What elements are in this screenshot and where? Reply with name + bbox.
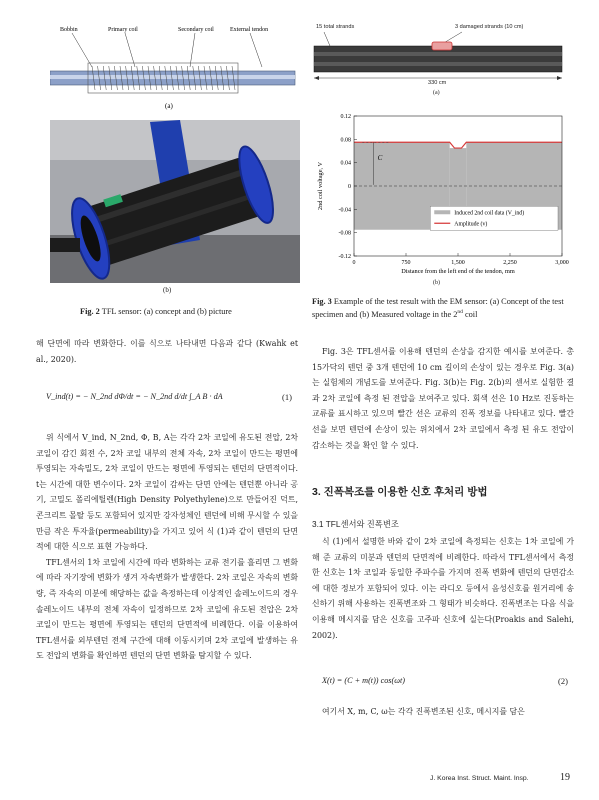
fig2a-sublabel: (a)	[165, 102, 173, 110]
page-number: 19	[560, 772, 570, 783]
y-tick-label: 0.08	[340, 137, 351, 144]
x-tick-label: 1,500	[451, 260, 465, 266]
right-paragraph-2: 식 (1)에서 설명한 바와 같이 2차 코일에 측정되는 신호는 1차 코일에 가해 준 교류의 미분과 텐던의 단면적에 비례한다. 따라서 TFL센서에서 측정한 신호는 1차 코일과 동일한 주파수를 가지며 진폭 변화에 텐던의 단면감소에 대한 정보가 포함되어 있다. 이는 라디오 등에서 음성신호를 원거리에 송신하기 위해 사용하는 진폭변조와 그 형태가 비슷하다. 진폭변조는 다음 식을 이용해 메시지를 담은 신호를 고주파 신호에 실는다(Proakis and Salehi, 2002).	[312, 537, 574, 640]
fig2-caption-text: TFL sensor: (a) concept and (b) picture	[99, 307, 232, 316]
damaged-section	[432, 42, 452, 50]
equation-1-number: (1)	[282, 392, 292, 402]
fig3a-damaged-strands: 3 damaged strands (10 cm)	[455, 24, 524, 30]
fig3-caption-end: coil	[462, 309, 478, 319]
y-tick-label: 0.04	[340, 160, 351, 167]
x-tick-label: 2,250	[503, 260, 517, 266]
fig3b-sublabel: (b)	[433, 280, 440, 286]
left-paragraph-3: TFL센서의 1차 코일에 시간에 따라 변화하는 교류 전기를 흘리면 그 변화에 따라 자기장에 변화가 생겨 자속변화가 발생한다. 2차 코일은 자속의 변화량, 즉 자속의 미분에 해당하는 값을 측정하는데 이상적인 솔레노이드의 경우 솔레노이드 내부의 전체 자속이 일정하므로 2차 코일에 유도된 전압은 2차 코일이 만드는 평면에 투영되는 텐던의 단면적에 비례한다. 이를 이용하여 TFL센서를 외부텐던 전체 구간에 대해 이동시키며 2차 코일에 발생하는 유도 전압의 변화를 확인하면 텐던의 단면 변화를 탐지할 수 있다.	[36, 557, 298, 661]
fig3a-total-strands: 15 total strands	[316, 24, 355, 30]
fig3b-chart	[312, 108, 572, 293]
fig3-caption-sup: nd	[457, 309, 463, 315]
legend-swatch-signal	[434, 210, 450, 214]
fig2a-schematic	[50, 22, 300, 112]
legend-label-amplitude: Amplitude (v)	[454, 221, 488, 228]
left-paragraph-2: 위 식에서 V_ind, N_2nd, Φ, B, A는 각각 2차 코일에 유도된 전압, 2차 코일이 감긴 회전 수, 2차 코일 내부의 전체 자속, 2차 코일이 만드는 평면에 투영되는 자속밀도, 2차 코일이 만드는 평면에 투영되는 텐던의 단면적이다. t는 시간에 대한 변수이다. 2차 코일이 감싸는 단면 안에는 텐던뿐 아니라 공기, 고밀도 폴리에틸렌(High Density Polyethylene)으로 만들어진 덕트, 콘크리트 몰탈 등도 포함되어 있지만 강자성체인 텐던에 비해 무시할 수 있을 만큼 작은 투자율(permeability)을 가지고 있어 식 (1)과 같이 텐던의 단면적에 대한 식으로 표현 가능하다.	[36, 433, 298, 552]
x-tick-label: 750	[401, 260, 411, 266]
equation-1: V_ind(t) = − N_2nd dΦ/dt = − N_2nd d/dt ∫_A B · dA	[46, 392, 223, 401]
x-tick-label: 3,000	[555, 260, 569, 266]
y-tick-label: -0.04	[338, 207, 351, 214]
label-primary-coil: Primary coil	[108, 27, 138, 33]
y-tick-label: -0.08	[338, 230, 351, 237]
equation-2: X(t) = (C + m(t)) cos(ωt)	[322, 676, 405, 685]
legend-label-signal: Induced 2nd coil data (V_ind)	[454, 210, 525, 217]
right-column-end	[312, 704, 574, 720]
x-axis-label: Distance from the left end of the tendon, mm	[401, 268, 515, 275]
y-tick-label: -0.12	[338, 254, 351, 260]
left-column	[36, 336, 298, 367]
left-column-body	[36, 430, 298, 664]
fig3-caption-text: Example of the test result with the EM sensor: (a) Concept of the test specimen and (b) Measured voltage in the 2	[312, 297, 564, 319]
fig3-caption	[312, 296, 577, 320]
y-tick-label: 0.12	[340, 114, 351, 120]
fig2b-photo	[50, 120, 300, 283]
y-tick-label: 0	[348, 184, 351, 190]
fig2-caption-label: Fig. 2	[80, 307, 100, 316]
fig2b-sublabel: (b)	[163, 286, 172, 294]
fig3-caption-label: Fig. 3	[312, 297, 332, 306]
section-3-heading: 3. 진폭복조를 이용한 신호 후처리 방법	[312, 486, 488, 498]
fig3a-sublabel: (a)	[433, 90, 440, 96]
annotation-label: C	[377, 153, 383, 162]
label-external-tendon: External tendon	[230, 27, 269, 33]
right-column-body	[312, 534, 574, 643]
label-bobbin: Bobbin	[60, 27, 78, 33]
x-tick-label: 0	[352, 260, 356, 266]
equation-2-number: (2)	[558, 676, 568, 686]
left-tendon-stub	[50, 238, 80, 252]
label-secondary-coil: Secondary coil	[178, 27, 214, 33]
journal-footer: J. Korea Inst. Struct. Maint. Insp.	[430, 775, 529, 782]
y-axis-label: 2nd coil voltage, V	[317, 161, 324, 211]
fig3a-length: 330 cm	[428, 80, 447, 86]
right-paragraph-1: Fig. 3은 TFL센서를 이용해 텐던의 손상을 감지한 예시를 보여준다. 총 15가닥의 텐던 중 3개 텐던에 10 cm 길이의 손상이 있는 경우로 Fig. 3(a)는 실험체의 개념도를 보여준다. Fig. 3(b)는 Fig. 2(b)의 센서로 실험한 결과 2차 코일에 측정 된 전압을 보여주고 있다. 회색 선은 10 Hz로 진동하는 교류를 표시하고 있으며 빨간 선은 교류의 진폭 정보를 나타내고 있다. 빨간 선을 보면 텐던에 손상이 있는 위치에서 2차 코일에서 측정 된 유도 전압이 감소하는 것을 확인 할 수 있다.	[312, 347, 574, 450]
left-paragraph-1: 해 단면에 따라 변화한다. 이를 식으로 나타내면 다음과 같다 (Kwahk et al., 2020).	[36, 339, 298, 364]
right-paragraph-3: 여기서 X, m, C, ω는 각각 진폭변조된 신호, 메시지를 담은	[322, 707, 525, 716]
right-column	[312, 344, 574, 453]
section-3-1-heading: 3.1 TFL센서와 진폭변조	[312, 519, 399, 529]
fig2-caption	[80, 306, 290, 317]
